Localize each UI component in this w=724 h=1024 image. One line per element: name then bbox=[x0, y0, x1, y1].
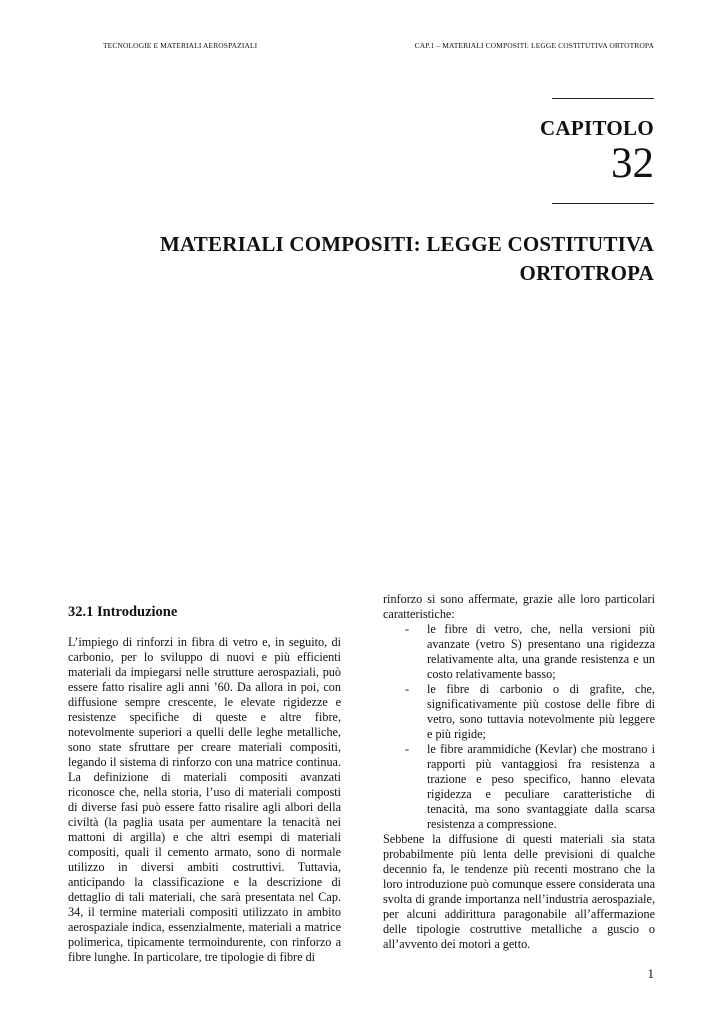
intro-paragraph: L’impiego di rinforzi in fibra di vetro e, in seguito, di carbonio, per lo sviluppo di nuovi e più efficienti materiali da impiegarsi nelle strutture aerospaziali, può essere fatto risalire agli anni ’60. Da allora in poi, con diffusione sempre crescente, le elevate rigidezze e resistenze specifiche di queste e altre fibre, notevolmente superiori a quelli delle leghe metalliche, sono state sfruttare per creare materiali compositi, legando il sistema di rinforzo con una matrice continua. La definizione di materiali compositi avanzati riconosce che, nella storia, l’uso di materiali composti di diverse fasi può essere fatto risalire agli albori della civiltà (la paglia usata per aumentare la tenacità nei mattoni di argilla) e che altri esempi di materiali compositi, quali il cemento armato, sono di normale utilizzo in diversi ambiti costruttivi. Tuttavia, anticipando la classificazione e la descrizione di dettaglio di tali materiali, che sarà presentata nel Cap. 34, il termine materiali compositi utilizzato in ambito aerospaziale indica, essenzialmente, materiali a matrice polimerica, tipicamente termoindurente, con rinforzo a fibre lunghe. In particolare, tre tipologie di fibre di bbox=[68, 635, 341, 964]
fiber-list bbox=[383, 622, 655, 832]
list-item bbox=[383, 742, 655, 832]
dash-bullet: - bbox=[405, 622, 410, 636]
running-header-left: TECNOLOGIE E MATERIALI AEROSPAZIALI bbox=[103, 41, 258, 50]
chapter-number: 32 bbox=[611, 140, 654, 187]
list-item bbox=[383, 622, 655, 682]
closing-paragraph: Sebbene la diffusione di questi materiali sia stata probabilmente più lenta delle previsioni di qualche decennio fa, le tendenze più recenti mostrano che la loro introduzione può comunque essere considerata una svolta di grande importanza nell’industria aerospaziale, per alcuni addirittura paragonabile all’affermazione delle tipologie costruttive metalliche a guscio o all’avvento dei motori a getto. bbox=[383, 832, 655, 951]
continuation-paragraph: rinforzo si sono affermate, grazie alle loro particolari caratteristiche: bbox=[383, 592, 655, 621]
chapter-rule-bottom bbox=[552, 203, 654, 204]
list-item bbox=[383, 682, 655, 742]
list-item-text: le fibre arammidiche (Kevlar) che mostrano i rapporti più vantaggiosi fra resistenza a trazione e peso specifico, hanno elevata rigidezza e peculiare caratteristiche di tenacità, ma sono svantaggiate dalla scarsa resistenza a compressione. bbox=[427, 742, 655, 831]
right-column bbox=[383, 592, 655, 952]
dash-bullet: - bbox=[405, 742, 410, 756]
chapter-rule-top bbox=[552, 98, 654, 99]
chapter-title-line-1: MATERIALI COMPOSITI: LEGGE COSTITUTIVA bbox=[159, 232, 654, 256]
chapter-label: CAPITOLO bbox=[539, 116, 654, 140]
list-item-text: le fibre di vetro, che, nella versioni più avanzate (vetro S) presentano una rigidezza relativamente alta, una grande resistenza e un costo relativamente basso; bbox=[427, 622, 655, 681]
page-number: 1 bbox=[647, 966, 654, 981]
chapter-title-line-2: ORTOTROPA bbox=[519, 261, 654, 285]
dash-bullet: - bbox=[405, 682, 410, 696]
running-header-right: CAP.1 – MATERIALI COMPOSITI: LEGGE COSTITUTIVA ORTOTROPA bbox=[414, 41, 654, 50]
left-column bbox=[68, 635, 341, 965]
chapter-title bbox=[114, 230, 654, 288]
list-item-text: le fibre di carbonio o di grafite, che, significativamente più costose delle fibre di vetro, sono tuttavia notevolmente più leggere e più rigide; bbox=[427, 682, 655, 741]
section-heading: 32.1 Introduzione bbox=[68, 604, 178, 620]
